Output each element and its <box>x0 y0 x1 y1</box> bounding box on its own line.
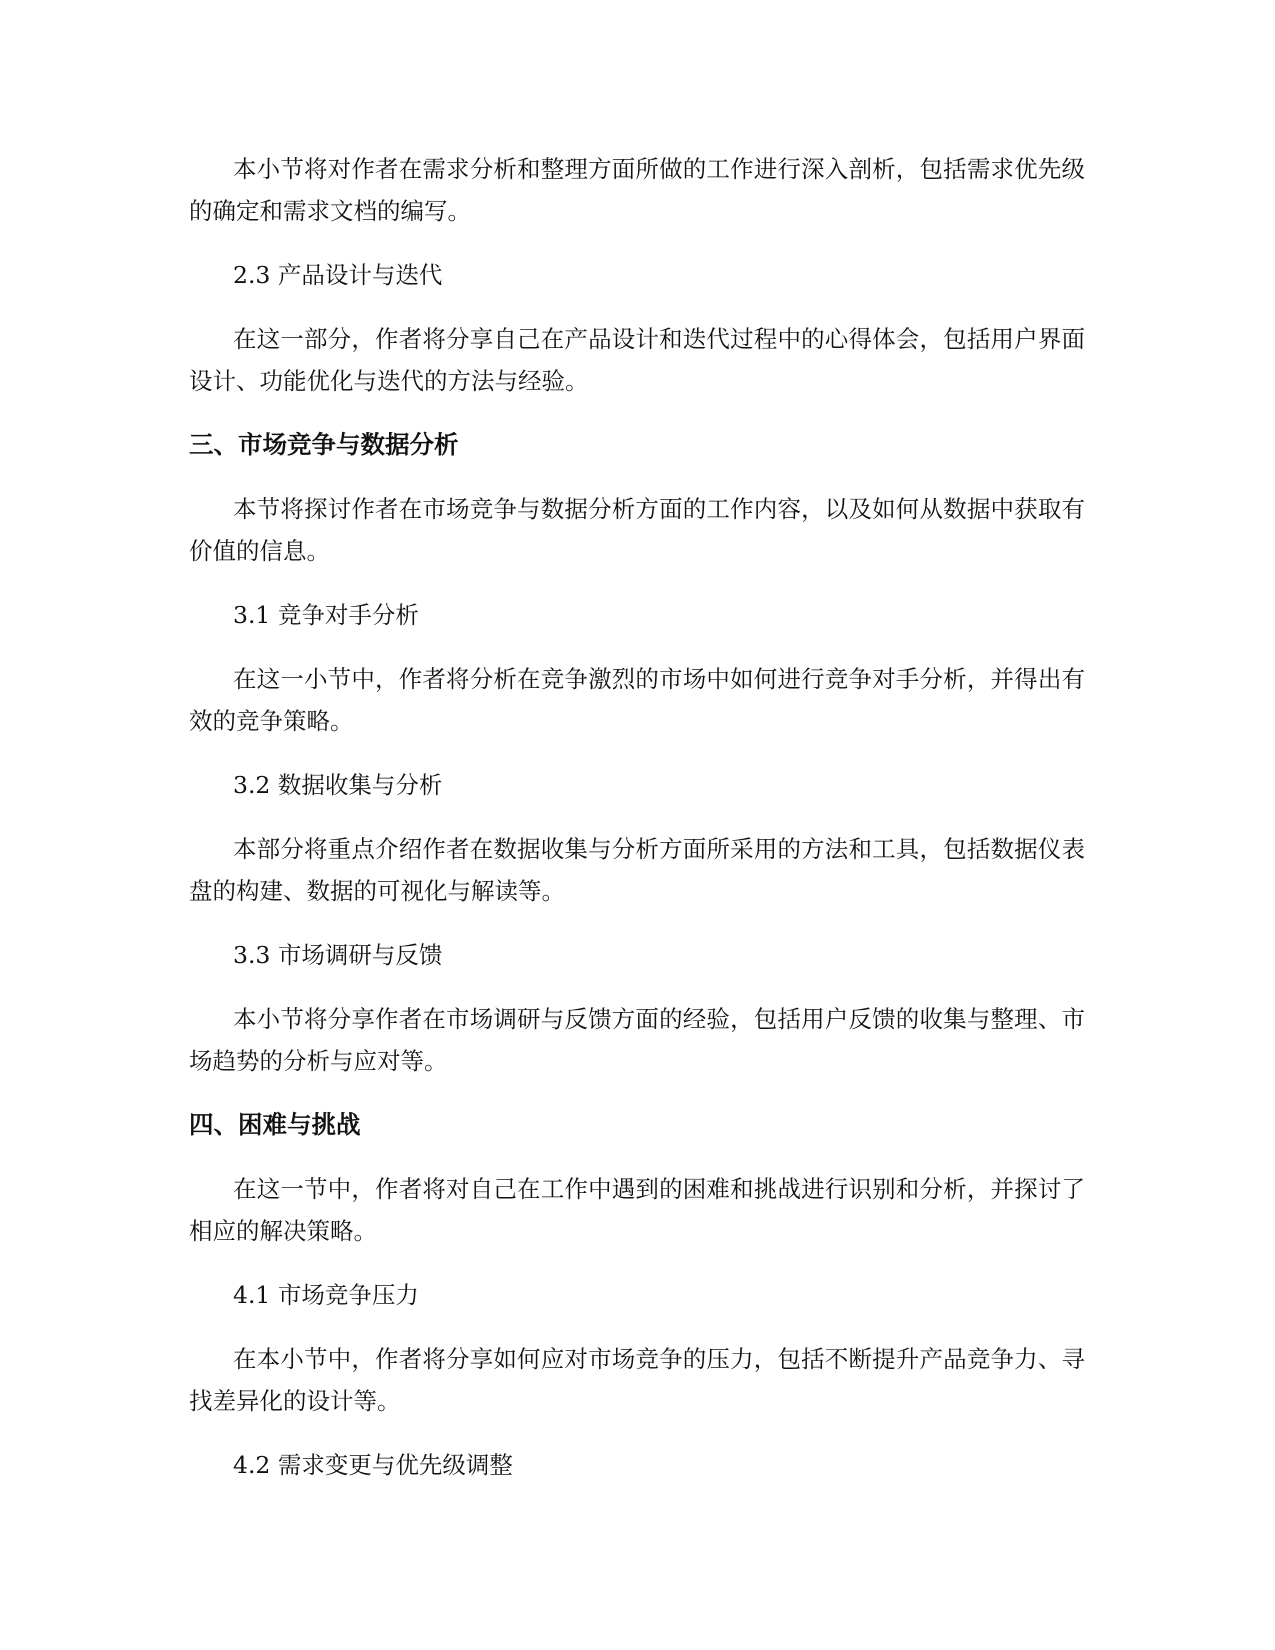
paragraph-requirements-analysis: 本小节将对作者在需求分析和整理方面所做的工作进行深入剖析，包括需求优先级的确定和需求文档的编写。 <box>189 155 1085 225</box>
section-heading-3: 三、市场竞争与数据分析 <box>189 430 459 459</box>
subsection-heading-3-3: 3.3 市场调研与反馈 <box>233 941 443 969</box>
document-body <box>189 148 1085 1508</box>
subsection-heading-4-2: 4.2 需求变更与优先级调整 <box>233 1451 513 1479</box>
subsection-heading-3-2: 3.2 数据收集与分析 <box>233 771 443 799</box>
paragraph-competition-pressure: 在本小节中，作者将分享如何应对市场竞争的压力，包括不断提升产品竞争力、寻找差异化的设计等。 <box>189 1345 1085 1415</box>
paragraph-market-research: 本小节将分享作者在市场调研与反馈方面的经验，包括用户反馈的收集与整理、市场趋势的分析与应对等。 <box>189 1005 1085 1075</box>
paragraph-market-data-intro: 本节将探讨作者在市场竞争与数据分析方面的工作内容，以及如何从数据中获取有价值的信息。 <box>189 495 1085 565</box>
subsection-heading-2-3: 2.3 产品设计与迭代 <box>233 261 443 289</box>
paragraph-competitor-analysis: 在这一小节中，作者将分析在竞争激烈的市场中如何进行竞争对手分析，并得出有效的竞争策略。 <box>189 665 1085 735</box>
paragraph-product-design: 在这一部分，作者将分享自己在产品设计和迭代过程中的心得体会，包括用户界面设计、功能优化与迭代的方法与经验。 <box>189 325 1085 395</box>
paragraph-challenges-intro: 在这一节中，作者将对自己在工作中遇到的困难和挑战进行识别和分析，并探讨了相应的解决策略。 <box>189 1175 1085 1245</box>
subsection-heading-4-1: 4.1 市场竞争压力 <box>233 1281 419 1309</box>
subsection-heading-3-1: 3.1 竞争对手分析 <box>233 601 419 629</box>
section-heading-4: 四、困难与挑战 <box>189 1110 361 1139</box>
paragraph-data-collection: 本部分将重点介绍作者在数据收集与分析方面所采用的方法和工具，包括数据仪表盘的构建、数据的可视化与解读等。 <box>189 835 1085 905</box>
